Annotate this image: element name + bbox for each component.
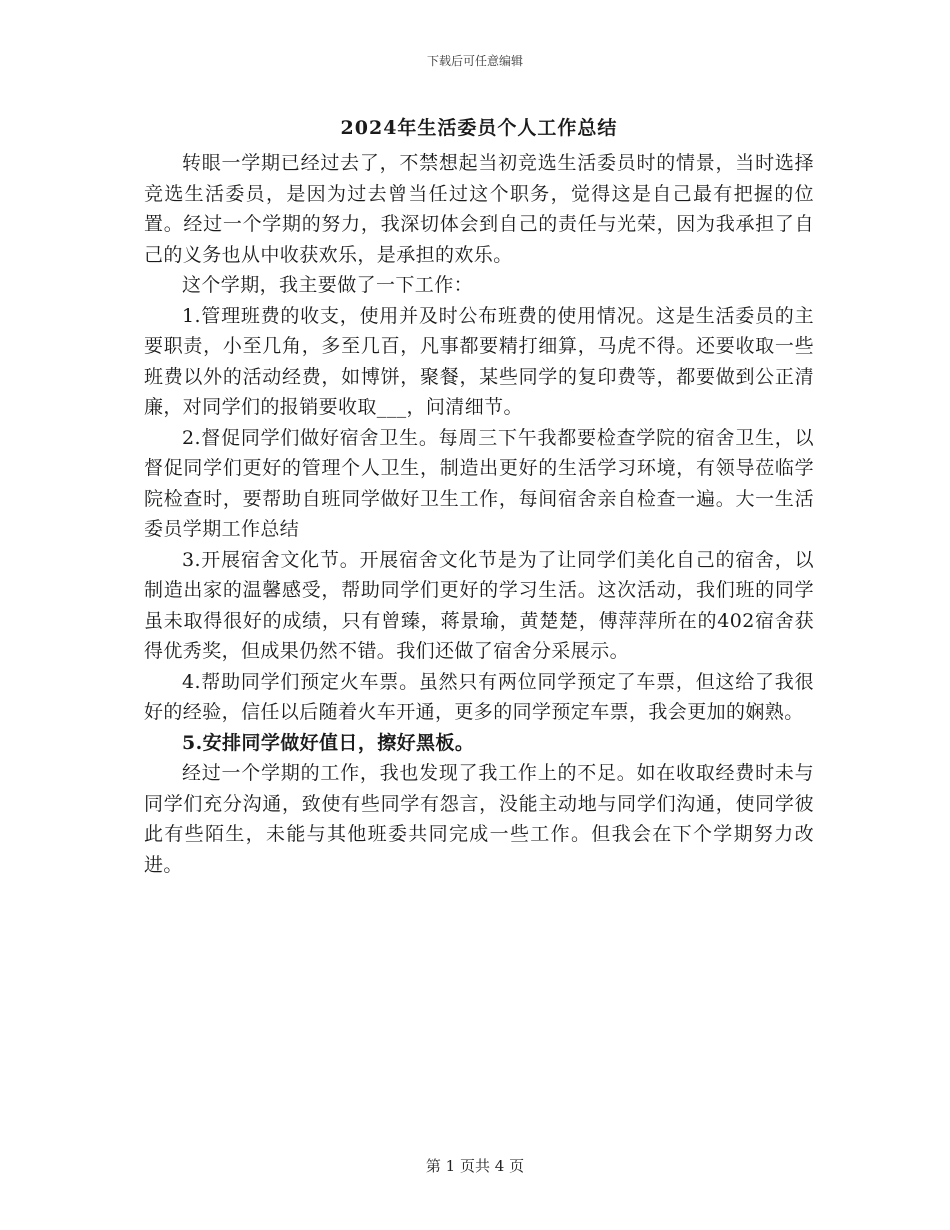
- paragraph-item-2: 2.督促同学们做好宿舍卫生。每周三下午我都要检查学院的宿舍卫生，以督促同学们更好的管理个人卫生，制造出更好的生活学习环境，有领导莅临学院检查时，要帮助自班同学做好卫生工作，每间宿舍亲自检查一遍。大一生活委员学期工作总结: [144, 426, 814, 540]
- paragraph-intro: 转眼一学期已经过去了，不禁想起当初竞选生活委员时的情景，当时选择竞选生活委员，是因为过去曾当任过这个职务，觉得这是自己最有把握的位置。经过一个学期的努力，我深切体会到自己的责任与光荣，因为我承担了自己的义务也从中收获欢乐，是承担的欢乐。: [144, 152, 814, 266]
- paragraph-item-1: 1.管理班费的收支，使用并及时公布班费的使用情况。这是生活委员的主要职责，小至几角，多至几百，凡事都要精打细算，马虎不得。还要收取一些班费以外的活动经费，如博饼，聚餐，某些同学的复印费等，都要做到公正清廉，对同学们的报销要收取___，问清细节。: [144, 304, 814, 418]
- paragraph-item-5: 5.安排同学做好值日，擦好黑板。: [182, 731, 475, 754]
- document-title: 2024年生活委员个人工作总结: [340, 117, 618, 139]
- page-header-note: 下载后可任意编辑: [426, 54, 523, 68]
- paragraph-work-overview: 这个学期，我主要做了一下工作：: [182, 274, 474, 296]
- document-body: [144, 112, 814, 880]
- page-footer-indicator: 第 1 页共 4 页: [425, 1157, 525, 1175]
- paragraph-item-4: 4.帮助同学们预定火车票。虽然只有两位同学预定了车票，但这给了我很好的经验，信任以后随着火车开通，更多的同学预定车票，我会更加的娴熟。: [144, 670, 814, 723]
- paragraph-item-3: 3.开展宿舍文化节。开展宿舍文化节是为了让同学们美化自己的宿舍，以制造出家的温馨感受，帮助同学们更好的学习生活。这次活动，我们班的同学虽未取得很好的成绩，只有曾臻，蒋景瑜，黄楚楚，傅萍萍所在的402宿舍获得优秀奖，但成果仍然不错。我们还做了宿舍分采展示。: [144, 548, 814, 662]
- paragraph-conclusion: 经过一个学期的工作，我也发现了我工作上的不足。如在收取经费时未与同学们充分沟通，致使有些同学有怨言，没能主动地与同学们沟通，使同学彼此有些陌生，未能与其他班委共同完成一些工作。但我会在下个学期努力改进。: [144, 762, 814, 876]
